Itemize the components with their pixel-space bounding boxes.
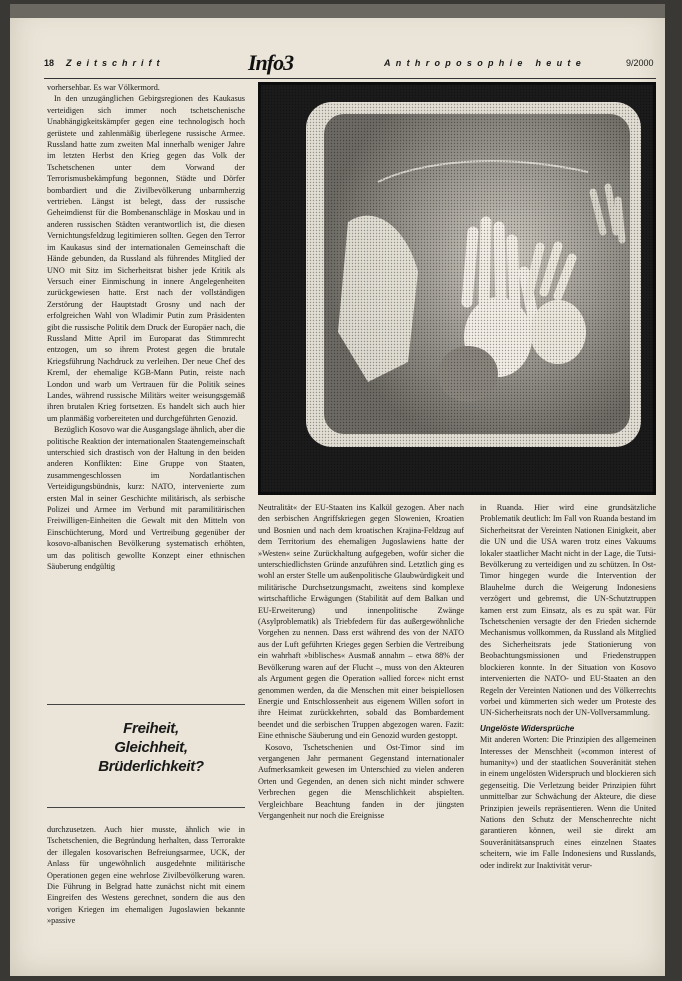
paragraph: Neutralität« der EU-Staaten ins Kalkül gezogen. Aber nach den serbischen Angriffskriegen gegen Slowenien, Kroatien und Bosnien und nach dem kroatischen Krajina-Feldzug auf dem Territorium des ehemaligen Jugoslawiens hatte der »Westen« seine Zurückhaltung aufgegeben, wofür sicher die unterschiedlichsten Gründe anzuführen sind. Letztlich ging es wohl an erster Stelle um außenpolitische Glaubwürdigkeit und militärische Durchsetzungsmacht, zweitens sind komplexe wirtschaftliche Erwägungen (Stabilität auf dem Balkan und EU-Erweiterung) und innenpolitische Zwänge (Asylproblematik) als Triebfedern für das außergewöhnliche Vorgehen zu nennen. Dass erst während des von der NATO aus der Luft geführten Krieges gegen Serbien die Vertreibung ein wahrhaft »biblisches« Ausmaß annahm – etwa 88% der Bevölkerung waren auf der Flucht –, muss von den Akteuren als Argument gegen die Operation »allied force« nicht ernst genommen werden, da die Menschen mit einer beispiellosen Energie und Entschlossenheit aus eigenem Willen sofort in ihre Heimat zurückkehrten, sobald das Bombardement beendet und die serbischen Truppen abgezogen waren. Fazit: Eine ethnische Säuberung und ein Genozid wurden gestoppt. bbox=[258, 503, 464, 741]
column-1 bbox=[47, 82, 245, 572]
header-rule bbox=[44, 78, 656, 79]
page-header bbox=[44, 52, 654, 78]
photo-illustration bbox=[258, 82, 656, 495]
pullquote-rule-bottom bbox=[47, 807, 245, 808]
paragraph: In den unzugänglichen Gebirgsregionen des Kaukasus verteidigen sich immer noch tschetschenische Unabhängigkeitskämpfer gegen eine technologisch hoch gerüstete und zahlenmäßig überlegene russische Armee. Russland hatte zum zweiten Mal innerhalb weniger Jahre im letzten Herbst den Krieg gegen das Volk der Tschetschenen unter dem Vorwand der Terrorismusbekämpfung begonnen, Städte und Dörfer bombardiert und die Zivilbevölkerung unbarmherzig vertrieben. Längst ist belegt, dass der russische Geheimdienst für die Bombenanschläge in Moskau und in anderen russischen Städten verantwortlich ist, die diesen Vernichtungsfeldzug legitimieren sollten. Gegen den Terror im Kaukasus sind der internationalen Gemeinschaft die Hände gebunden, da Russland als führendes Mitglied der UNO mit Sitz im Sicherheitsrat bisher jede Kritik als Versuch einer Einmischung in innere Angelegenheiten zurückgewiesen hatte. Erst nach der vollständigen Zerstörung der Hauptstadt Grosny und nach der erfolgreichen Wahl von Wladimir Putin zum Präsidenten gibt die russische Politik dem Druck der Europäer nach, die Russland Mitte April im Europarat das Stimmrecht entzogen, um so ihrem Protest gegen die brutale Kriegsführung Nachdruck zu verleihen. Der neue Chef des Kreml, der ehemalige KGB-Mann Putin, reiste nach London und warb um Vertrauen für die Politik seines Landes, während russische Militärs weiter weisungsgemäß ihren brutalen Krieg fortsetzen. Es handelt sich auch hier um planmäßig vorbereiteten und durchgeführten Genozid. bbox=[47, 94, 245, 423]
paragraph: vorhersehbar. Es war Völkermord. bbox=[47, 83, 160, 92]
pull-quote-line: Brüderlichkeit? bbox=[98, 758, 204, 775]
section-subheading: Ungelöste Widersprüche bbox=[480, 723, 575, 733]
paragraph: Kosovo, Tschetschenien und Ost-Timor sind im vergangenen Jahr permanent Gegenstand internationaler Aufmerksamkeit gewesen im Unterschied zu vielen anderen Orten und Gegenden, an denen sich nicht minder schwere Verbrechen gegen die Menschlichkeit abspielten. Vergleichbare Beachtung fanden in der jüngsten Vergangenheit nur noch die Ereignisse bbox=[258, 742, 464, 820]
column-1-continued bbox=[47, 824, 245, 927]
paragraph: Bezüglich Kosovo war die Ausgangslage ähnlich, aber die politische Reaktion der internationalen Staatengemeinschaft unterschied sich drastisch von der Haltung in den beiden anderen Konflikten: Eine Gruppe von Staaten, zusammengeschlossen im Nordatlantischen Verteidigungsbündnis, kurz: NATO, intervenierte zum ersten Mal in seiner Geschichte militärisch, als serbische Polizei und Armee im Verbund mit paramilitärischen Freiwilligen-Einheiten die Gewalt mit den Mitteln von Einschüchterung, Mord und Vertreibung gegenüber der kosovo-albanischen Bevölkerung systematisch erhöhten, um das politisch gewollte Konzept einer ethnischen Säuberung endgültig bbox=[47, 425, 245, 572]
magazine-page bbox=[10, 4, 665, 976]
pull-quote-line: Freiheit, bbox=[123, 720, 179, 737]
pullquote-rule-top bbox=[47, 704, 245, 705]
issue-number: 9/2000 bbox=[626, 58, 654, 68]
column-2 bbox=[258, 502, 464, 821]
pull-quote bbox=[75, 719, 227, 776]
header-left-label: Zeitschrift bbox=[66, 58, 165, 68]
photo-hands-on-window bbox=[258, 82, 656, 495]
paragraph: in Ruanda. Hier wird eine grundsätzliche Problematik deutlich: Im Fall von Ruanda bestand im Sicherheitsrat der Vereinten Nationen Einigkeit, aber die UN und die USA waren trotz eines Vakuums lokaler staatlicher Macht nicht in der Lage, die Tutsi-Bevölkerung zu verteidigen und zu schützen. In Ost-Timor hingegen wurde die Intervention der Blauhelme durch die Weigerung Indonesiens verzögert und gebremst, die UN-Schutztruppen kamen erst zum Einsatz, als es zu spät war. Für Tschetschenien versagte der den Frieden sichernde Mechanismus vollkommen, da Russland als Mitglied des Sicherheitsrats jede Stationierung von Beobachtungsmissionen und Friedenstruppen blockieren konnte. In der Situation von Kosovo intervenierten die NATO- und EU-Staaten an den Regeln der Vereinten Nationen und des Völkerrechts vorbei und kümmerten sich weder um Proteste des UN-Sicherheitsrats noch der UN-Vollversammlung. bbox=[480, 503, 656, 718]
paragraph: Mit anderen Worten: Die Prinzipien des allgemeinen Interesses der Menschheit (»common interest of humanity«) und der staatlichen Souveränität stehen in einem ungelösten Widerspruch und blockieren sich gegenseitig. Die Verletzung beider Prinzipien führt unmittelbar zur Schwächung der Akteure, die diese Prinzipien jeweils repräsentieren. Wenn die United Nations den Schutz der Menschenrechte nicht garantieren können, weil sie direkt am Souveränitätsanspruch eines einzelnen Staates scheitern, wie im Falle Indonesiens und Russlands, oder indirekt zur Inaktivität verur- bbox=[480, 735, 656, 870]
column-3 bbox=[480, 502, 656, 871]
pull-quote-line: Gleichheit, bbox=[114, 739, 188, 756]
header-right-label: Anthroposophie heute bbox=[384, 58, 586, 68]
paragraph: durchzusetzen. Auch hier musste, ähnlich wie in Tschetschenien, die Begründung herhalten, dass Terroraktе der illegalen kosovarischen Befreiungsarmee, UCK, der Anlass für ungewöhnlich ausgedehnte militärische Operationen gegen eine wehrlose Zivilbevölkerung waren. Die Führung in Belgrad hatte zunächst nicht mit einem Eingreifen des Westens gerechnet, sondern die aus den vorigen Kriegen im ehemaligen Jugoslawien bekannte »passive bbox=[47, 825, 245, 926]
magazine-logo: Info3 bbox=[248, 50, 294, 75]
scan-top-edge bbox=[10, 4, 665, 18]
page-number: 18 bbox=[44, 58, 55, 68]
